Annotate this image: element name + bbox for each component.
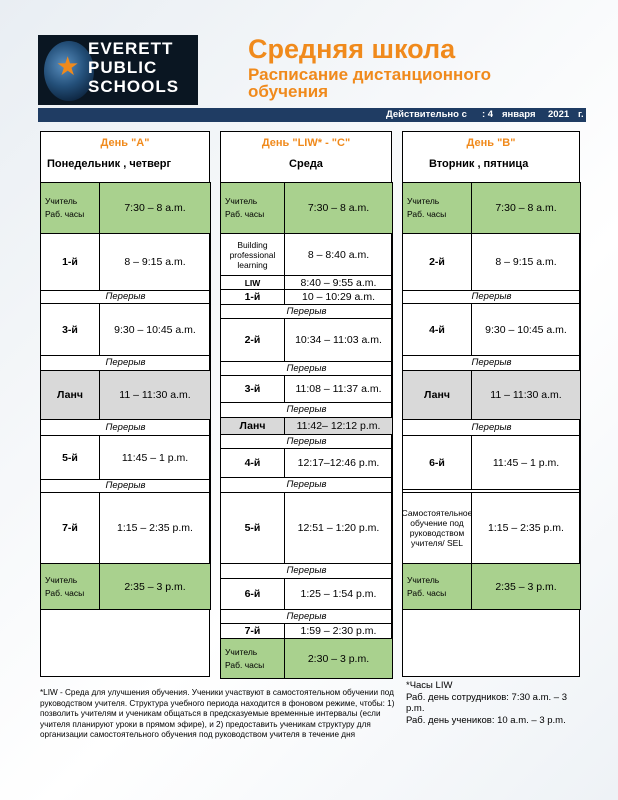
time-cell: 10:34 – 11:03 a.m. [284,318,393,362]
period-label: 3-й [40,303,100,356]
time-cell: 9:30 – 10:45 a.m. [471,303,581,356]
period-label: 2-й [220,318,285,362]
time-cell: 9:30 – 10:45 a.m. [99,303,211,356]
break-row: Перерыв [40,355,211,371]
period-label: 7-й [220,623,285,639]
break-row: Перерыв [40,419,211,436]
period-label: Самостоятельное обучение под руководством учителя/ SEL [402,492,472,564]
break-row: Перерыв [220,563,393,579]
time-cell: 1:25 – 1:54 p.m. [284,578,393,610]
logo-text [88,39,179,96]
lunch-label: Ланч [220,417,285,435]
valid-day: : 4 [482,109,494,120]
star-logo-icon: ★ [56,51,80,81]
day-a-weekdays: Понедельник , четверг [47,158,172,170]
time-cell: 1:15 – 2:35 p.m. [99,492,211,564]
time-cell: 8 – 8:40 a.m. [284,233,393,276]
break-row: Перерыв [402,355,581,371]
day-b-column [402,131,580,677]
time-cell: 11:42– 12:12 p.m. [284,417,393,435]
teacher-hours-label: Учитель Раб. часы [220,182,285,234]
time-cell: 10 – 10:29 a.m. [284,289,393,305]
page-subtitle: Расписание дистанционного обучения [248,65,491,101]
time-cell: 2:35 – 3 p.m. [99,563,211,610]
time-cell: 12:51 – 1:20 p.m. [284,492,393,564]
day-a-column [40,131,210,677]
period-label: 5-й [40,435,100,480]
break-row: Перерыв [220,609,393,624]
time-cell: 1:15 – 2:35 p.m. [471,492,581,564]
student-workday: Раб. день учеников: 10 a.m. – 3 p.m. [406,714,566,726]
time-cell: 11:08 – 11:37 a.m. [284,375,393,403]
period-label: 4-й [402,303,472,356]
logo-line-2: PUBLIC [88,58,158,77]
valid-suffix: г. [578,109,584,120]
time-cell: 11:45 – 1 p.m. [471,435,581,490]
liw-footnote: *LIW - Среда для улучшения обучения. Ученики участвуют в самостоятельном обучении под руководством учителя. Структура учебного периода находится в фоновом режиме, чтобы: 1) позволить учителям и ученикам общаться в предсказуемые временные интервалы (если учителя планируют уроки в прямом эфире), и 2) предоставить ученикам структуру для организации самостоятельного обучения под руководством учителя в течение дня [40,688,395,739]
lunch-label: Ланч [402,370,472,420]
time-cell: 2:35 – 3 p.m. [471,563,581,610]
time-cell: 2:30 – 3 p.m. [284,638,393,679]
teacher-hours-label: Учитель Раб. часы [40,182,100,234]
valid-month: января [502,109,536,120]
break-row: Перерыв [40,479,211,493]
break-row: Перерыв [220,361,393,376]
teacher-hours-label: Учитель Раб. часы [402,563,472,610]
logo-line-3: SCHOOLS [88,77,180,96]
school-logo [38,35,198,105]
period-label: 4-й [220,448,285,478]
period-label: 6-й [220,578,285,610]
valid-label: Действительно с [386,109,467,120]
time-cell: 11 – 11:30 a.m. [99,370,211,420]
period-label: 5-й [220,492,285,564]
period-label: 2-й [402,233,472,291]
break-row: Перерыв [220,402,393,418]
break-row: Перерыв [402,290,581,304]
period-label: 1-й [40,233,100,291]
period-label: 3-й [220,375,285,403]
day-c-weekdays: Среда [289,158,323,170]
teacher-hours-label: Учитель Раб. часы [40,563,100,610]
day-b-heading: День "B" [466,137,516,149]
period-label: 7-й [40,492,100,564]
valid-from-bar [38,108,586,122]
period-label: LIW [220,275,285,290]
break-row: Перерыв [220,434,393,449]
liw-hours-title: *Часы LIW [406,680,453,691]
day-c-heading: День "LIW* - "C" [261,137,351,149]
time-cell: 12:17–12:46 p.m. [284,448,393,478]
time-cell: 8 – 9:15 a.m. [471,233,581,291]
page-title: Средняя школа [248,34,456,64]
break-row: Перерыв [220,477,393,493]
period-label: 6-й [402,435,472,490]
day-c-column [220,131,392,677]
time-cell: 7:30 – 8 a.m. [471,182,581,234]
lunch-label: Ланч [40,370,100,420]
day-b-weekdays: Вторник , пятница [429,158,529,170]
period-label: 1-й [220,289,285,305]
break-row: Перерыв [402,419,581,436]
period-label: Building professional learning [220,233,285,276]
teacher-hours-label: Учитель Раб. часы [220,638,285,679]
staff-workday: Раб. день сотрудников: 7:30 a.m. – 3 p.m. [406,691,567,714]
time-cell: 11 – 11:30 a.m. [471,370,581,420]
break-row: Перерыв [40,290,211,304]
valid-year: 2021 [548,109,570,120]
teacher-hours-label: Учитель Раб. часы [402,182,472,234]
time-cell: 8:40 – 9:55 a.m. [284,275,393,290]
time-cell: 7:30 – 8 a.m. [284,182,393,234]
time-cell: 8 – 9:15 a.m. [99,233,211,291]
time-cell: 1:59 – 2:30 p.m. [284,623,393,639]
time-cell: 7:30 – 8 a.m. [99,182,211,234]
day-a-heading: День "A" [100,137,150,149]
liw-hours-note [406,680,581,726]
logo-line-1: EVERETT [88,39,174,58]
break-row: Перерыв [220,304,393,319]
time-cell: 11:45 – 1 p.m. [99,435,211,480]
